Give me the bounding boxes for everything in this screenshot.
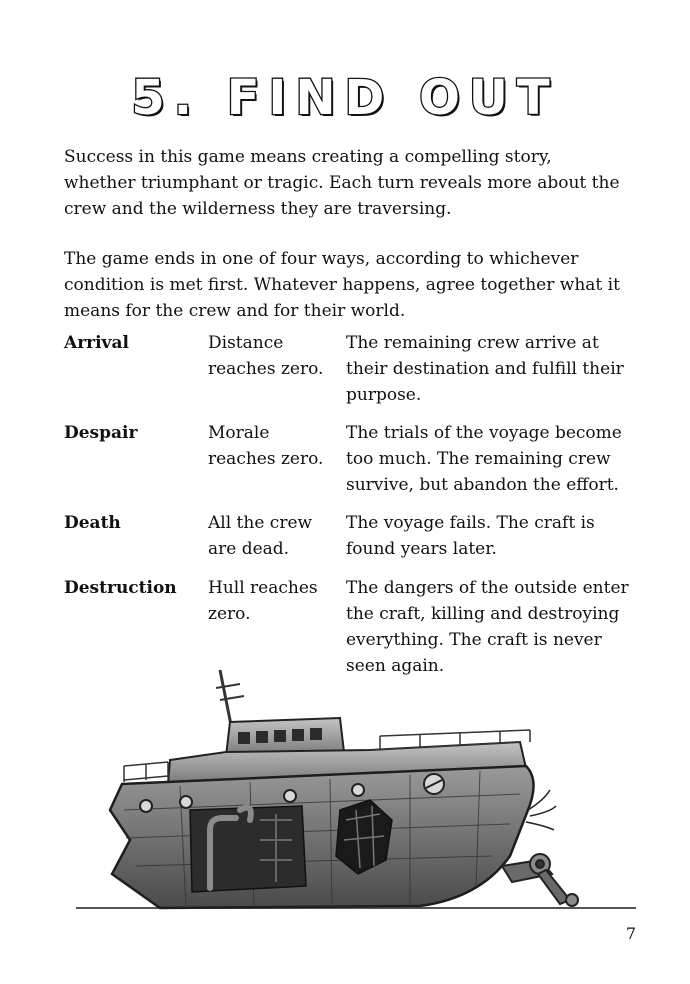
condition-outcome: The trials of the voyage become too much. The remaining crew survive, but abandon the effort.: [346, 423, 622, 495]
condition-trigger: Distance reaches zero.: [208, 333, 324, 379]
condition-name: Destruction: [64, 578, 177, 598]
condition-outcome: The voyage fails. The craft is found years later.: [346, 513, 595, 559]
condition-trigger: Hull reaches zero.: [208, 578, 318, 624]
condition-outcome: The remaining crew arrive at their destination and fulfill their purpose.: [346, 333, 624, 405]
condition-name: Death: [64, 513, 121, 533]
wrecked-ship-illustration: [40, 660, 660, 920]
condition-trigger: Morale reaches zero.: [208, 423, 324, 469]
page-title: 5. FIND OUT: [131, 70, 559, 126]
condition-name: Despair: [64, 423, 138, 443]
end-conditions-paragraph: The game ends in one of four ways, according to whichever condition is met first. Whatever happens, agree together what it means for the crew and for their world.: [64, 249, 620, 321]
condition-trigger: All the crew are dead.: [208, 513, 313, 559]
page-number: 7: [625, 924, 636, 943]
intro-paragraph: Success in this game means creating a compelling story, whether triumphant or tragic. Each turn reveals more about the crew and the wilderness they are traversing.: [64, 147, 620, 219]
condition-outcome: The dangers of the outside enter the craft, killing and destroying everything. The craft is never seen again.: [346, 578, 629, 676]
condition-name: Arrival: [64, 333, 129, 353]
